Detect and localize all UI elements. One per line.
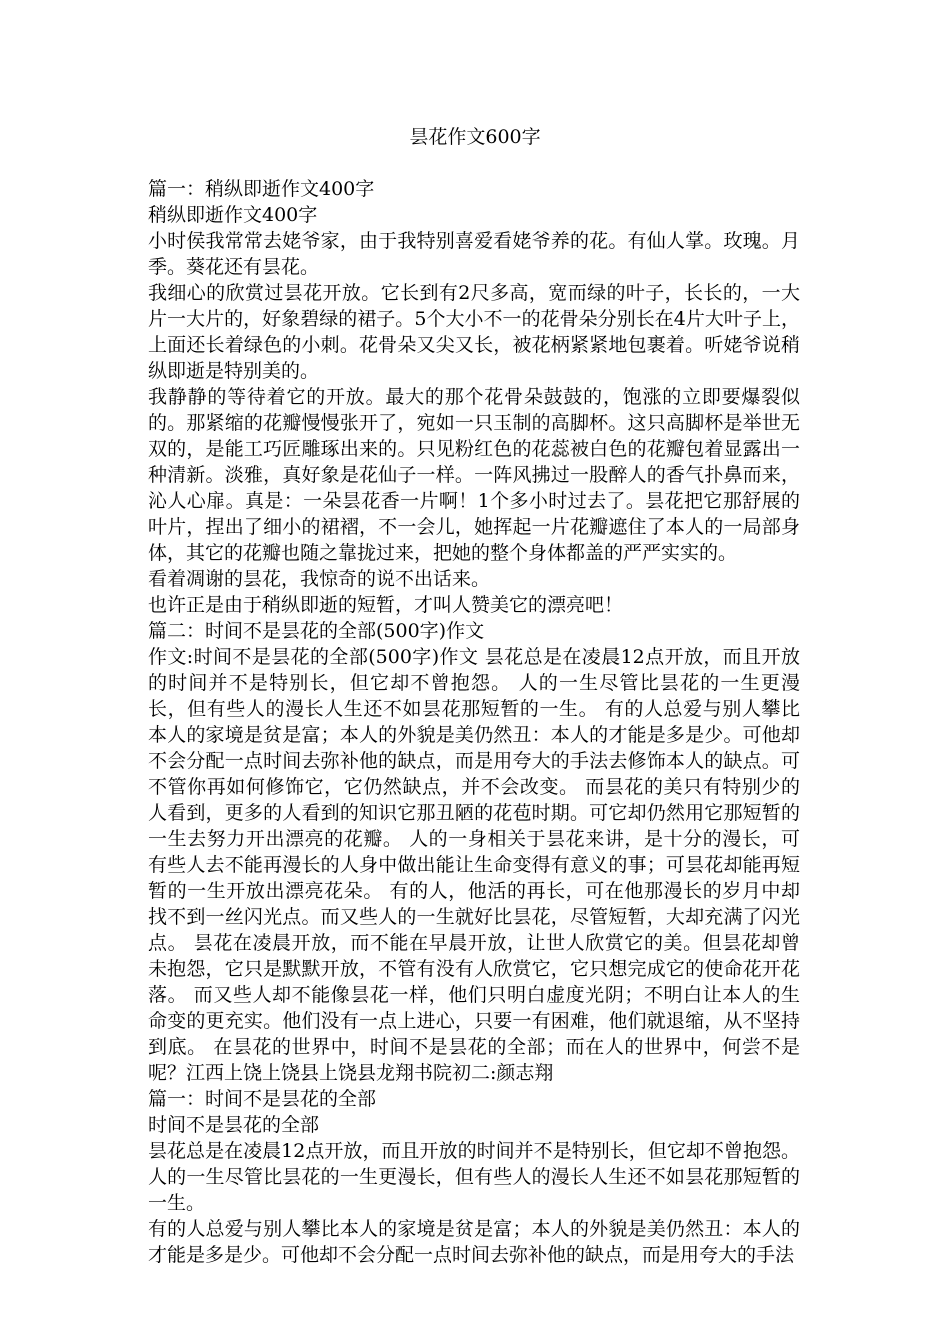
body-paragraph: 也许正是由于稍纵即逝的短暂，才叫人赞美它的漂亮吧！ [148, 594, 624, 616]
section-heading: 篇一：稍纵即逝作文400字 [148, 178, 375, 200]
body-paragraph: 有的人总爱与别人攀比本人的家境是贫是富；本人的外貌是美仍然丑：本人的才能是多是少。可他却不会分配一点时间去弥补他的缺点，而是用夸大的手法 [148, 1218, 800, 1266]
subsection-title: 时间不是昙花的全部 [148, 1114, 320, 1136]
section-heading: 篇二：时间不是昙花的全部(500字)作文 [148, 620, 485, 642]
body-paragraph: 我细心的欣赏过昙花开放。它长到有2尺多高，宽而绿的叶子，长长的，一大片一大片的，好象碧绿的裙子。5个大小不一的花骨朵分别长在4片大叶子上，上面还长着绿色的小刺。花骨朵又尖又长，被花柄紧紧地包裹着。听姥爷说稍纵即逝是特别美的。 [148, 282, 800, 382]
body-paragraph: 昙花总是在凌晨12点开放，而且开放的时间并不是特别长，但它却不曾抱怨。 人的一生尽管比昙花的一生更漫长，但有些人的漫长人生还不如昙花那短暂的一生。 [148, 1140, 800, 1214]
subsection-title: 稍纵即逝作文400字 [148, 204, 318, 226]
section-heading: 篇一：时间不是昙花的全部 [148, 1088, 377, 1110]
document-title: 昙花作文600字 [409, 126, 541, 148]
body-paragraph: 作文:时间不是昙花的全部(500字)作文 昙花总是在凌晨12点开放，而且开放的时间并不是特别长，但它却不曾抱怨。 人的一生尽管比昙花的一生更漫长，但有些人的漫长人生还不如昙花那短暂的一生。 有的人总爱与别人攀比本人的家境是贫是富；本人的外貌是美仍然丑：本人的才能是多是少。可他却不会分配一点时间去弥补他的缺点，而是用夸大的手法去修饰本人的缺点。可不管你再如何修饰它，它仍然缺点，并不会改变。 而昙花的美只有特别少的人看到，更多的人看到的知识它那丑陋的花苞时期。可它却仍然用它那短暂的一生去努力开出漂亮的花瓣。 人的一身相关于昙花来讲，是十分的漫长，可有些人去不能再漫长的人身中做出能让生命变得有意义的事；可昙花却能再短暂的一生开放出漂亮花朵。 有的人，他活的再长，可在他那漫长的岁月中却找不到一丝闪光点。而又些人的一生就好比昙花，尽管短暂，大却充满了闪光点。 昙花在凌晨开放，而不能在早晨开放，让世人欣赏它的美。但昙花却曾未抱怨，它只是默默开放，不管有没有人欣赏它，它只想完成它的使命花开花落。 而又些人却不能像昙花一样，他们只明白虚度光阴；不明白让本人的生命变的更充实。他们没有一点上进心，只要一有困难，他们就退缩，从不坚持到底。 在昙花的世界中，时间不是昙花的全部；而在人的世界中，何尝不是呢？江西上饶上饶县上饶县龙翔书院初二:颜志翔 [148, 646, 800, 1084]
body-paragraph: 我静静的等待着它的开放。最大的那个花骨朵鼓鼓的，饱涨的立即要爆裂似的。那紧缩的花瓣慢慢张开了，宛如一只玉制的高脚杯。这只高脚杯是举世无双的，是能工巧匠雕琢出来的。只见粉红色的花蕊被白色的花瓣包着显露出一种清新。淡雅，真好象是花仙子一样。一阵风拂过一股醉人的香气扑鼻而来，沁人心扉。真是：一朵昙花香一片啊！1个多小时过去了。昙花把它那舒展的叶片，捏出了细小的裙褶，不一会儿，她挥起一片花瓣遮住了本人的一局部身体，其它的花瓣也随之靠拢过来，把她的整个身体都盖的严严实实的。 [148, 386, 800, 564]
body-paragraph: 小时侯我常常去姥爷家，由于我特别喜爱看姥爷养的花。有仙人掌。玫瑰。月季。葵花还有昙花。 [148, 230, 800, 278]
body-paragraph: 看着凋谢的昙花，我惊奇的说不出话来。 [148, 568, 491, 590]
document-body [148, 176, 800, 1268]
